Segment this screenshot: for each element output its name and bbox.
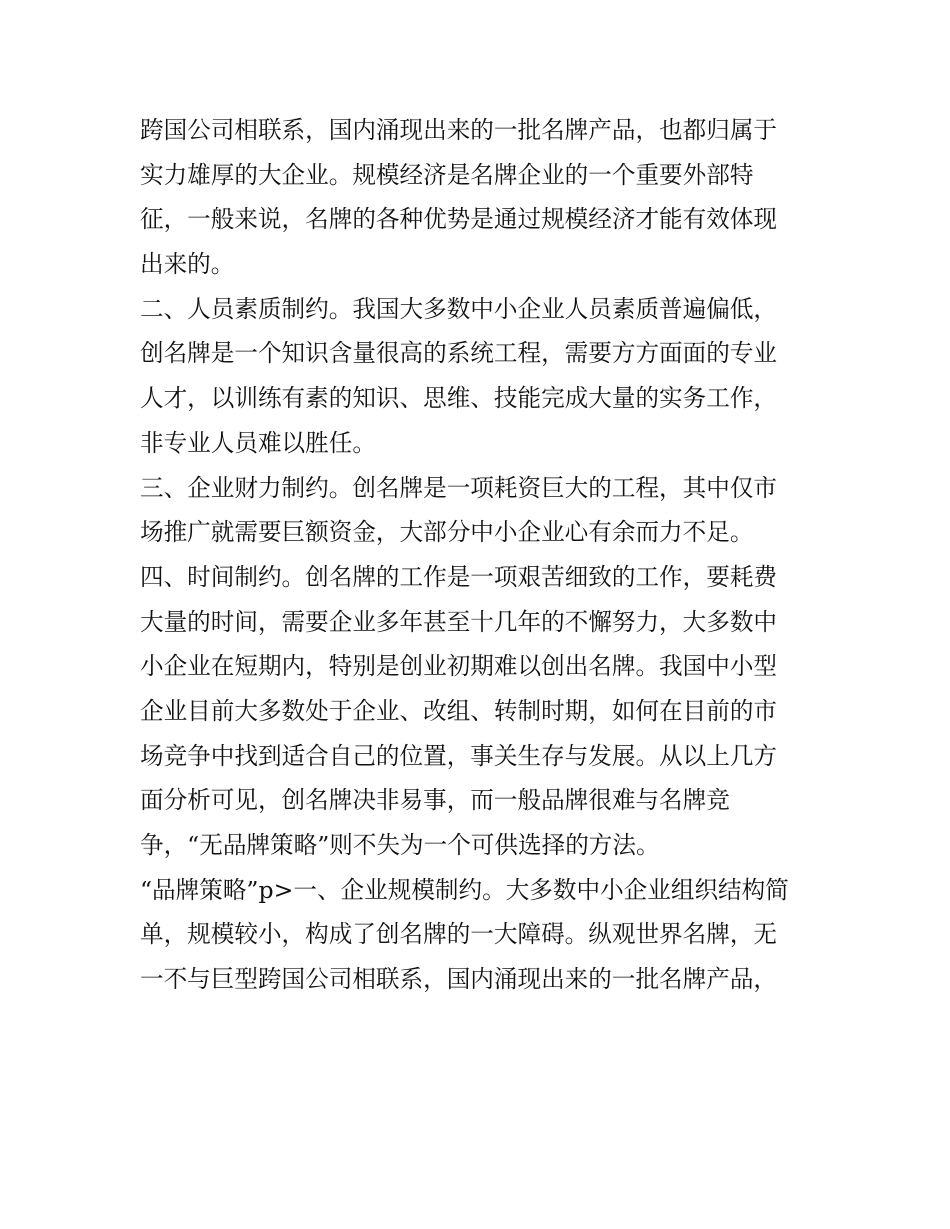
text-line: 跨国公司相联系，国内涌现出来的一批名牌产品，也都归属于: [140, 116, 778, 144]
text-line: 实力雄厚的大企业。规模经济是名牌企业的一个重要外部特: [140, 160, 754, 189]
text-line: 一不与巨型跨国公司相联系，国内涌现出来的一批名牌产品，: [140, 965, 778, 994]
text-line: 争，“无品牌策略”则不失为一个可供选择的方法。: [140, 831, 660, 859]
text-line: 场推广就需要巨额资金，大部分中小企业心有余而力不足。: [140, 518, 754, 547]
text-line: 人才，以训练有素的知识、思维、技能完成大量的实务工作，: [140, 384, 778, 413]
text-line: 场竞争中找到适合自己的位置，事关生存与发展。从以上几方: [140, 741, 778, 770]
text-line: 单，规模较小，构成了创名牌的一大障碍。纵观世界名牌，无: [140, 920, 778, 949]
text-line: 小企业在短期内，特别是创业初期难以创出名牌。我国中小型: [140, 652, 778, 681]
text-line: 大量的时间，需要企业多年甚至十几年的不懈努力，大多数中: [140, 607, 778, 636]
text-line: 三、企业财力制约。创名牌是一项耗资巨大的工程，其中仅市: [140, 473, 778, 502]
text-line: 非专业人员难以胜任。: [140, 428, 376, 457]
text-line: 面分析可见，创名牌决非易事，而一般品牌很难与名牌竞: [140, 786, 730, 815]
text-line: 四、时间制约。创名牌的工作是一项艰苦细致的工作，要耗费: [140, 562, 778, 591]
text-line: 二、人员素质制约。我国大多数中小企业人员素质普遍偏低，: [140, 294, 778, 323]
document-body: [140, 108, 820, 1002]
text-line: “品牌策略”p>一、企业规模制约。大多数中小企业组织结构简: [140, 875, 789, 904]
text-line: 出来的。: [140, 250, 235, 279]
text-line: 企业目前大多数处于企业、改组、转制时期，如何在目前的市: [140, 696, 778, 725]
text-line: 创名牌是一个知识含量很高的系统工程，需要方方面面的专业: [140, 339, 778, 368]
text-line: 征，一般来说，名牌的各种优势是通过规模经济才能有效体现: [140, 205, 778, 234]
